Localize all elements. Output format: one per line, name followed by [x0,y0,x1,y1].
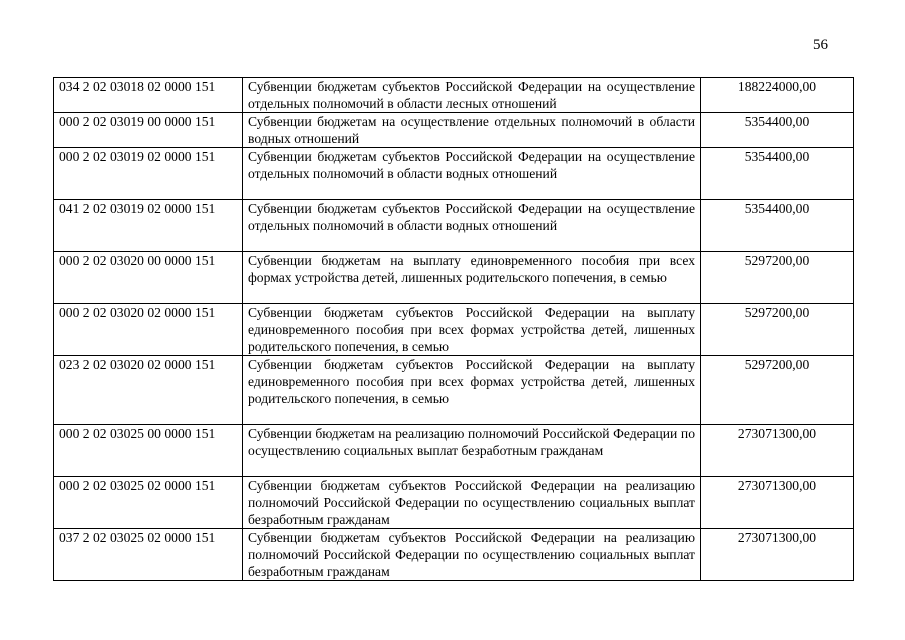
row-amount: 5354400,00 [701,148,854,200]
row-description: Субвенции бюджетам субъектов Российской Федерации на выплату единовременного пособия при всех формах устройства детей, лишенных родительского попечения, в семью [243,304,701,356]
row-description: Субвенции бюджетам субъектов Российской Федерации на выплату единовременного пособия при всех формах устройства детей, лишенных родительского попечения, в семью [243,356,701,425]
page-number: 56 [813,37,828,53]
row-amount: 273071300,00 [701,477,854,529]
row-amount: 5354400,00 [701,113,854,148]
table-row [54,356,854,425]
row-description: Субвенции бюджетам на осуществление отдельных полномочий в области водных отношений [243,113,701,148]
budget-code: 000 2 02 03025 00 0000 151 [54,425,243,477]
budget-code: 041 2 02 03019 02 0000 151 [54,200,243,252]
table-row [54,148,854,200]
row-amount: 5297200,00 [701,356,854,425]
table-row [54,252,854,304]
table-row [54,425,854,477]
budget-code: 023 2 02 03020 02 0000 151 [54,356,243,425]
row-description: Субвенции бюджетам субъектов Российской Федерации на осуществление отдельных полномочий в области водных отношений [243,200,701,252]
budget-code: 000 2 02 03020 00 0000 151 [54,252,243,304]
row-amount: 5354400,00 [701,200,854,252]
row-description: Субвенции бюджетам на выплату единовременного пособия при всех формах устройства детей, лишенных родительского попечения, в семью [243,252,701,304]
table-row [54,477,854,529]
table-row [54,113,854,148]
budget-code: 000 2 02 03019 02 0000 151 [54,148,243,200]
budget-code: 000 2 02 03019 00 0000 151 [54,113,243,148]
row-description: Субвенции бюджетам субъектов Российской Федерации на реализацию полномочий Российской Федерации по осуществлению социальных выплат безработным гражданам [243,529,701,581]
table-row [54,200,854,252]
row-description: Субвенции бюджетам субъектов Российской Федерации на осуществление отдельных полномочий в области водных отношений [243,148,701,200]
row-description: Субвенции бюджетам субъектов Российской Федерации на осуществление отдельных полномочий в области лесных отношений [243,78,701,113]
table-row [54,78,854,113]
table-row [54,529,854,581]
row-amount: 273071300,00 [701,425,854,477]
budget-code: 037 2 02 03025 02 0000 151 [54,529,243,581]
budget-code: 034 2 02 03018 02 0000 151 [54,78,243,113]
row-description: Субвенции бюджетам на реализацию полномочий Российской Федерации по осуществлению социальных выплат безработным гражданам [243,425,701,477]
row-amount: 188224000,00 [701,78,854,113]
table-row [54,304,854,356]
row-amount: 5297200,00 [701,252,854,304]
budget-code: 000 2 02 03020 02 0000 151 [54,304,243,356]
row-amount: 273071300,00 [701,529,854,581]
budget-code: 000 2 02 03025 02 0000 151 [54,477,243,529]
row-amount: 5297200,00 [701,304,854,356]
budget-table [53,77,854,581]
row-description: Субвенции бюджетам субъектов Российской Федерации на реализацию полномочий Российской Федерации по осуществлению социальных выплат безработным гражданам [243,477,701,529]
